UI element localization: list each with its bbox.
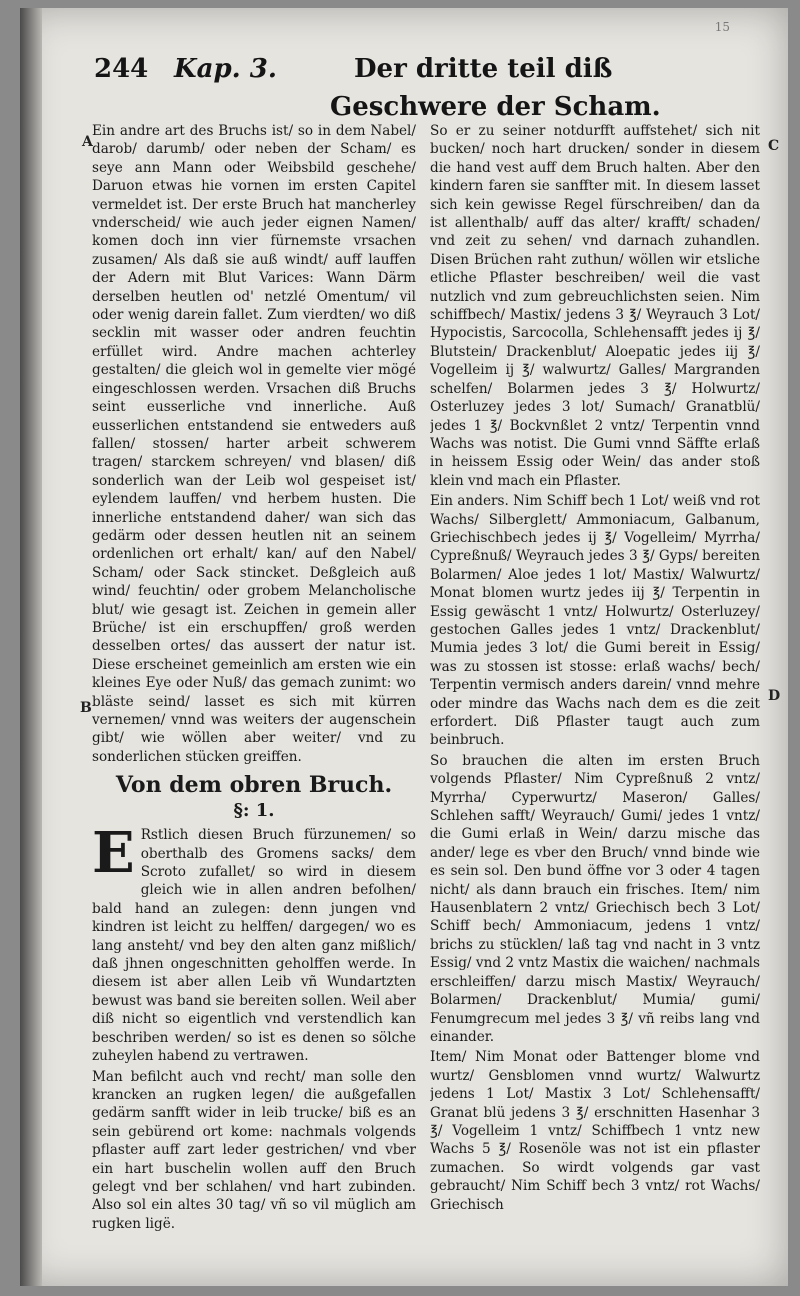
page-header [94,54,774,122]
chapter-label: Kap. 3. [174,54,277,84]
margin-note-b: B [80,700,92,716]
left-paragraph-1: Ein andre art des Bruchs ist/ so in dem Nabel/ darob/ darumb/ oder neben der Scham/ es seye ann Mann oder Weibsbild geschehe/ Daruon etwas hie vornen im ersten Capitel vermeldet ist. Der erste Bruch hat mancherley vnderscheid/ wie auch jeder eignen Namen/ komen doch inn vier fürnemste vrsachen zusamen/ Als daß sie auß windt/ auff lauffen der Adern mit Blut Varices: Wann Därm derselben heutlen od' netzlé Omentum/ vil oder wenig darein fallet. Zum vierdten/ wo diß secklin mit wasser oder andren feuchtin erfüllet wird. Andre machen achterley gestalten/ die gleich wol in gemelte vier mögé eingeschlossen werden. Vrsachen diß Bruchs seint eusserliche vnd innerliche. Auß eusserlichen entstandend sie entweders auß fallen/ stossen/ harter arbeit schwerem tragen/ starckem schreyen/ vnd blasen/ diß sonderlich wan der Leib wol gespeiset ist/ eylendem lauffen/ vnd herbem husten. Die innerliche entstandend daher/ wan sich das gedärm oder dessen heutlen nit an seinem ordenlichen ort erhalt/ kan/ auf den Nabel/ Scham/ oder Sack stincket. Deßgleich auß wind/ feuchtin/ oder grobem Melancholische blut/ wie gesagt ist. Zeichen in gemein aller Brüche/ ist ein erschupffen/ groß werden desselben ortes/ das aussert der natur ist. Diese erscheinet gemeinlich am ersten wie ein kleines Eye oder Nuß/ das gemach zunimt: wo bläste seind/ lasset es sich mit kürren vernemen/ vnnd was weiters der augenschein gibt/ wie wöllen aber weiter/ vnd zu sonderlichen stücken greiffen. [92,123,416,765]
top-mark: 15 [714,20,730,34]
section-heading: Von dem obren Bruch. [115,772,393,799]
page-number: 244 [94,54,149,84]
page-gutter [20,8,42,1286]
right-paragraph-2: Ein anders. Nim Schiff bech 1 Lot/ weiß vnd rot Wachs/ Silberglett/ Ammoniacum, Galbanum, Griechischbech jedes ij ℥/ Vogelleim/ Myrrha/ Cypreßnuß/ Weyrauch jedes 3 ℥/ Gyps/ bereiten Bolarmen/ Aloe jedes 1 lot/ Mastix/ Walwurtz/ Monat blomen wurtz jedes iij ℥/ Terpentin in Essig gewäscht 1 vntz/ Holwurtz/ Osterluzey/ gestochen Galles jedes 1 vntz/ Drackenblut/ Mumia jedes 3 lot/ die Gumi bereit in Essig/ was zu stossen ist stosse: erlaß wachs/ bech/ Terpentin vermisch anders darein/ vnnd mehre oder mindre das Wachs nach dem es die zeit erfordert. Diß Pflaster taugt auch zum beinbruch. [430,493,760,749]
drop-cap: E [92,820,135,887]
book-page [20,8,788,1286]
margin-note-c: C [768,138,780,154]
right-paragraph-3: So brauchen die alten im ersten Bruch volgends Pflaster/ Nim Cypreßnuß 2 vntz/ Myrrha/ Cyperwurtz/ Maseron/ Galles/ Schlehen safft/ Weyrauch/ Gumi/ jedes 1 vntz/ die Gumi erlaß in Wein/ darzu mische das ander/ lege es vber den Bruch/ vnnd binde wie es sein sol. Den bund öffne vor 3 oder 4 tagen nicht/ als dann brauch ein frisches. Item/ nim Hausenblatern 2 vntz/ Griechisch bech 3 Lot/ Schiff bech/ Ammoniacum, jedens 1 vntz/ brichs zu stücklen/ laß tag vnd nacht in 3 vntz Essig/ vnd 2 vntz Mastix die waichen/ nachmals erschleiffen/ darzu misch Mastix/ Weyrauch/ Bolarmen/ Drackenblut/ Mumia/ gumi/ Fenumgrecum mel jedes 3 ℥/ vñ reibs lang vnd einander. [430,752,760,1045]
margin-note-a: A [82,134,93,150]
left-paragraph-2-text: Rstlich diesen Bruch fürzunemen/ so oberthalb des Gromens sacks/ dem Scroto zufallet/ so wird in diesem gleich wie in allen andren befolhen/ bald hand an zulegen: denn jungen vnd kindren ist leicht zu helffen/ dargegen/ wo es lang ansteht/ vnd bey den alten ganz mißlich/ daß jhnen ongeschnitten geholffen werde. In diesem ist aber allen Leib vñ Wundartzten bewust was band sie bereiten sollen. Weil aber diß nicht so eigentlich vnd verstendlich kan beschriben werden/ so ist es denen so sölche zuheylen habend zu vertrawen. [92,827,416,1065]
section-number: §: 1. [233,800,275,822]
margin-note-d: D [768,688,781,704]
right-column [430,122,760,1232]
running-title-line1: Der dritte teil diß [354,54,613,84]
right-paragraph-4: Item/ Nim Monat oder Battenger blome vnd wurtz/ Gensblomen vnnd wurtz/ Walwurtz jedens 1 Lot/ Mastix 3 Lot/ Schlehensafft/ Granat blü jedens 3 ℥/ erschnitten Hasenhar 3 ℥/ Vogelleim 1 vntz/ Schiffbech 1 vntz new Wachs 5 ℥/ Rosenöle was not ist ein pflaster zumachen. So wirdt volgends gar vast gebraucht/ Nim Schiff bech 3 vntz/ rot Wachs/ Griechisch [430,1049,760,1213]
left-paragraph-2 [92,820,416,1065]
right-paragraph-1: So er zu seiner notdurfft auffstehet/ sich nit bucken/ noch hart drucken/ sonder in diesem die hand vest auff dem Bruch halten. Aber den kindern faren sie sanffter mit. In diesem lasset sich kein gewisse Regel fürschreiben/ dan da ist allenthalb/ auff das alter/ krafft/ schaden/ vnd zeit zu sehen/ vnd darnach zuhandlen. Disen Brüchen raht zuthun/ wöllen wir etsliche etliche Pflaster beschreiben/ weil die vast nutzlich vnd zum gebreuchlichsten seien. Nim schiffbech/ Mastix/ jedens 3 ℥/ Weyrauch 3 Lot/ Hypocistis, Sarcocolla, Schlehensafft jedes ij ℥/ Blutstein/ Drackenblut/ Aloepatic jedes iij ℥/ Vogelleim ij ℥/ walwurtz/ Galles/ Margranden schelfen/ Bolarmen jedes 3 ℥/ Holwurtz/ Osterluzey jedes 3 lot/ Sumach/ Granatblü/ jedes 1 ℥/ Bockvnßlet 2 vntz/ Terpentin vnnd Wachs was notist. Die Gumi vnnd Säffte erlaß in heissem Essig oder Wein/ das ander stoß klein vnd mach ein Pflaster. [430,123,760,489]
running-title-line2: Geschwere der Scham. [330,92,661,122]
left-paragraph-3: Man befilcht auch vnd recht/ man solle den krancken an rugken legen/ die außgefallen gedärm sanfft wider in leib trucke/ biß es an sein gebürend ort kome: nachmals volgends pflaster auff zart leder gestrichen/ vnd vber ein hart buschelin wollen auff den Bruch gelegt vnd ber schlahen/ vnd hart zubinden. Also sol ein altes 30 tag/ vñ so vil müglich am rugken ligë. [92,1068,416,1232]
left-column [92,122,416,1242]
